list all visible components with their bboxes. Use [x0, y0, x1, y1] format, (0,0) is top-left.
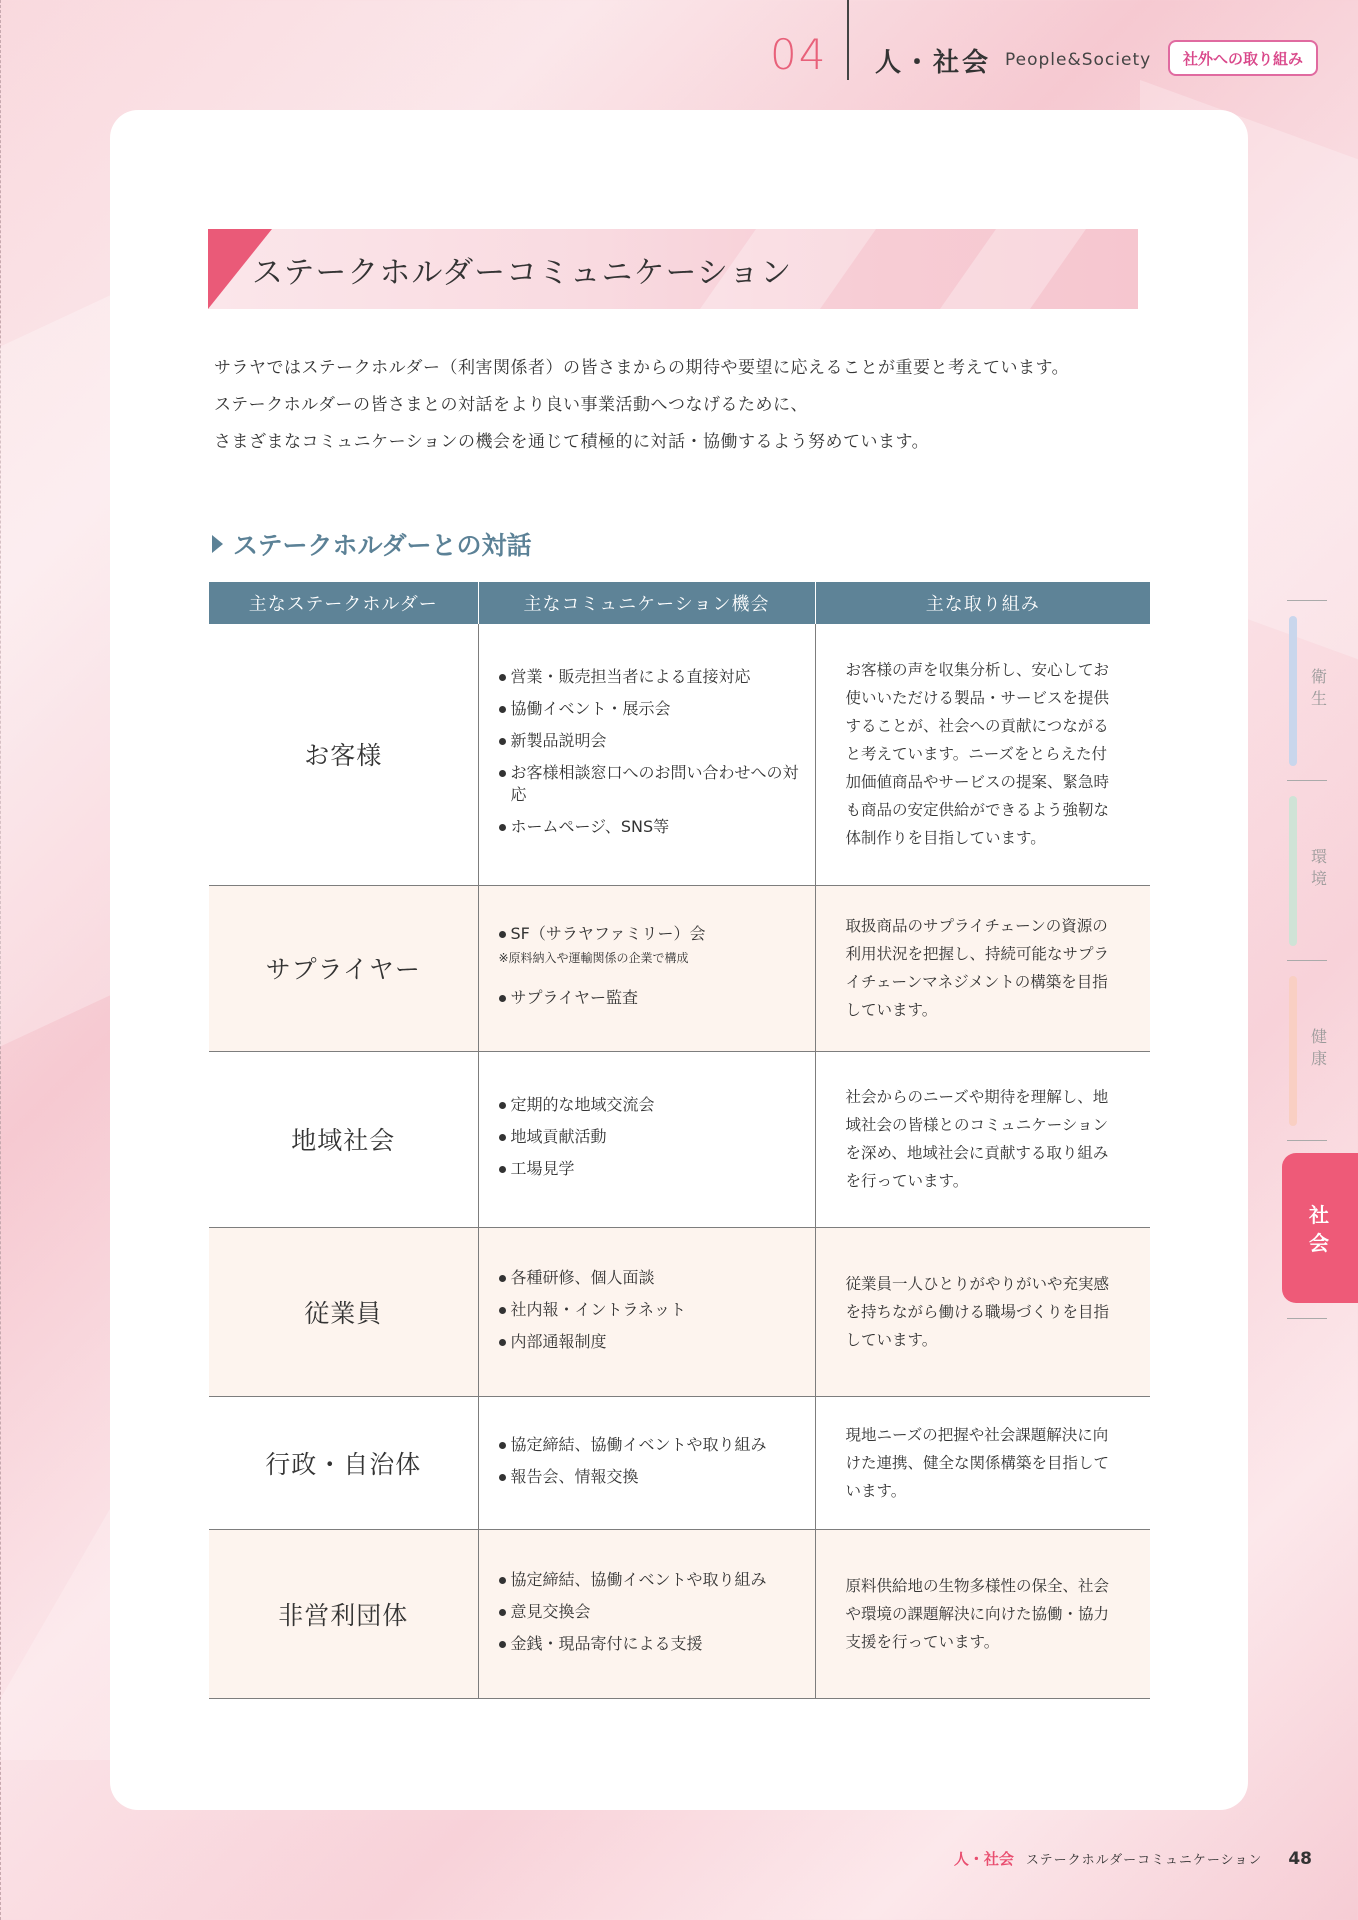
- side-nav-divider: [1287, 780, 1327, 781]
- bullet-icon: [499, 770, 506, 777]
- side-nav-divider: [1287, 600, 1327, 601]
- chapter-subtitle: People&Society: [1005, 50, 1152, 70]
- table-header-row: [209, 582, 1150, 624]
- effort-text: 原料供給地の生物多様性の保全、社会や環境の課題解決に向けた協働・協力支援を行っています。: [815, 1529, 1150, 1698]
- effort-text: お客様の声を収集分析し、安心してお使いいただける製品・サービスを提供することが、社会への貢献につながると考えています。ニーズをとらえた付加価値商品やサービスの提案、緊急時も商品の安定供給ができるよう強靭な体制作りを目指しています。: [815, 624, 1150, 885]
- side-nav-divider: [1287, 1318, 1327, 1319]
- triangle-right-icon: [212, 535, 223, 553]
- bullet-icon: [499, 1641, 506, 1648]
- opportunity-list-cell: [478, 1227, 815, 1396]
- list-item: 工場見学: [499, 1158, 801, 1180]
- list-item: 各種研修、個人面談: [499, 1267, 801, 1289]
- intro-line: ステークホルダーの皆さまとの対話をより良い事業活動へつなげるために、: [214, 395, 808, 415]
- page-title-banner: [208, 229, 1138, 309]
- banner-facet: [940, 229, 1086, 309]
- effort-text: 取扱商品のサプライチェーンの資源の利用状況を把握し、持続可能なサプライチェーンマネジメントの構築を目指しています。: [815, 885, 1150, 1051]
- bullet-icon: [499, 1166, 506, 1173]
- effort-text: 従業員一人ひとりがやりがいや充実感を持ちながら働ける職場づくりを目指しています。: [815, 1227, 1150, 1396]
- side-nav-item-health[interactable]: 健康: [1310, 1027, 1327, 1068]
- intro-line: サラヤではステークホルダー（利害関係者）の皆さまからの期待や要望に応えることが重要と考えています。: [214, 358, 1070, 378]
- bullet-icon: [499, 1577, 506, 1584]
- column-header: 主なコミュニケーション機会: [478, 582, 815, 624]
- chapter-number: 04: [770, 30, 828, 79]
- side-nav-color-bar: [1289, 616, 1297, 766]
- side-nav-color-bar: [1289, 976, 1297, 1126]
- list-note: ※原料納入や運輸関係の企業で構成: [498, 951, 689, 965]
- list-item: 報告会、情報交換: [499, 1466, 801, 1488]
- effort-text: 現地ニーズの把握や社会課題解決に向けた連携、健全な関係構築を目指しています。: [815, 1396, 1150, 1529]
- list-item: 意見交換会: [499, 1601, 801, 1623]
- list-item: 社内報・イントラネット: [499, 1299, 801, 1321]
- side-nav-item-society[interactable]: [1282, 1153, 1358, 1303]
- chapter-title: 人・社会: [875, 48, 992, 78]
- stakeholder-name: 非営利団体: [209, 1529, 478, 1698]
- side-nav-divider: [1287, 960, 1327, 961]
- list-item: 協定締結、協働イベントや取り組み: [499, 1569, 801, 1591]
- side-nav-divider: [1287, 1140, 1327, 1141]
- bullet-icon: [499, 706, 506, 713]
- list-item: ホームページ、SNS等: [499, 816, 801, 838]
- side-nav-color-bar: [1289, 796, 1297, 946]
- bullet-icon: [499, 1609, 506, 1616]
- opportunity-list-cell: [478, 885, 815, 1051]
- stakeholder-name: 行政・自治体: [209, 1396, 478, 1529]
- bullet-icon: [499, 1339, 506, 1346]
- intro-line: さまざまなコミュニケーションの機会を通じて積極的に対話・協働するよう努めています。: [214, 432, 930, 452]
- bullet-icon: [499, 931, 506, 938]
- section-title: ステークホルダーとの対話: [233, 531, 532, 560]
- page-number: 48: [1288, 1849, 1312, 1869]
- bullet-icon: [499, 824, 506, 831]
- stakeholder-table: [209, 582, 1150, 1699]
- stakeholder-name: 従業員: [209, 1227, 478, 1396]
- list-item: 定期的な地域交流会: [499, 1094, 801, 1116]
- intro-paragraph: [214, 350, 1134, 461]
- header-divider: [847, 0, 849, 80]
- bullet-icon: [499, 1275, 506, 1282]
- stakeholder-name: お客様: [209, 624, 478, 885]
- list-item: 内部通報制度: [499, 1331, 801, 1353]
- table-row: [209, 1529, 1150, 1698]
- page-title: ステークホルダーコミュニケーション: [252, 255, 793, 291]
- stakeholder-name: 地域社会: [209, 1051, 478, 1227]
- opportunity-list-cell: [478, 1051, 815, 1227]
- list-item: 地域貢献活動: [499, 1126, 801, 1148]
- list-item: 協定締結、協働イベントや取り組み: [499, 1434, 801, 1456]
- effort-text: 社会からのニーズや期待を理解し、地域社会の皆様とのコミュニケーションを深め、地域社会に貢献する取り組みを行っています。: [815, 1051, 1150, 1227]
- table-row: [209, 1227, 1150, 1396]
- column-header: 主な取り組み: [815, 582, 1150, 624]
- table-row: [209, 624, 1150, 885]
- bullet-icon: [499, 674, 506, 681]
- opportunity-list-cell: [478, 1529, 815, 1698]
- stakeholder-name: サプライヤー: [209, 885, 478, 1051]
- list-item: 営業・販売担当者による直接対応: [499, 666, 801, 688]
- bullet-icon: [499, 995, 506, 1002]
- bullet-icon: [499, 1102, 506, 1109]
- bullet-icon: [499, 1134, 506, 1141]
- section-heading: [212, 526, 532, 562]
- page-footer: [954, 1848, 1312, 1869]
- footer-section: 人・社会: [953, 1850, 1014, 1868]
- table-row: [209, 885, 1150, 1051]
- list-item: 金銭・現品寄付による支援: [499, 1633, 801, 1655]
- bullet-icon: [499, 1442, 506, 1449]
- list-item: サプライヤー監査: [499, 987, 801, 1009]
- opportunity-list-cell: [478, 624, 815, 885]
- opportunity-list-cell: [478, 1396, 815, 1529]
- table-row: [209, 1051, 1150, 1227]
- column-header: 主なステークホルダー: [209, 582, 478, 624]
- bullet-icon: [499, 738, 506, 745]
- bullet-icon: [499, 1474, 506, 1481]
- side-nav-item-hygiene[interactable]: 衛生: [1310, 667, 1327, 708]
- list-item: SF（サラヤファミリー）会: [499, 923, 801, 945]
- side-nav-item-label: 社会: [1309, 1203, 1329, 1255]
- table-row: [209, 1396, 1150, 1529]
- side-nav-item-environment[interactable]: 環境: [1310, 847, 1327, 888]
- list-item: 協働イベント・展示会: [499, 698, 801, 720]
- category-badge: 社外への取り組み: [1168, 40, 1318, 76]
- list-item: 新製品説明会: [499, 730, 801, 752]
- footer-title: ステークホルダーコミュニケーション: [1025, 1853, 1263, 1868]
- bullet-icon: [499, 1307, 506, 1314]
- list-item: お客様相談窓口へのお問い合わせへの対応: [499, 762, 801, 806]
